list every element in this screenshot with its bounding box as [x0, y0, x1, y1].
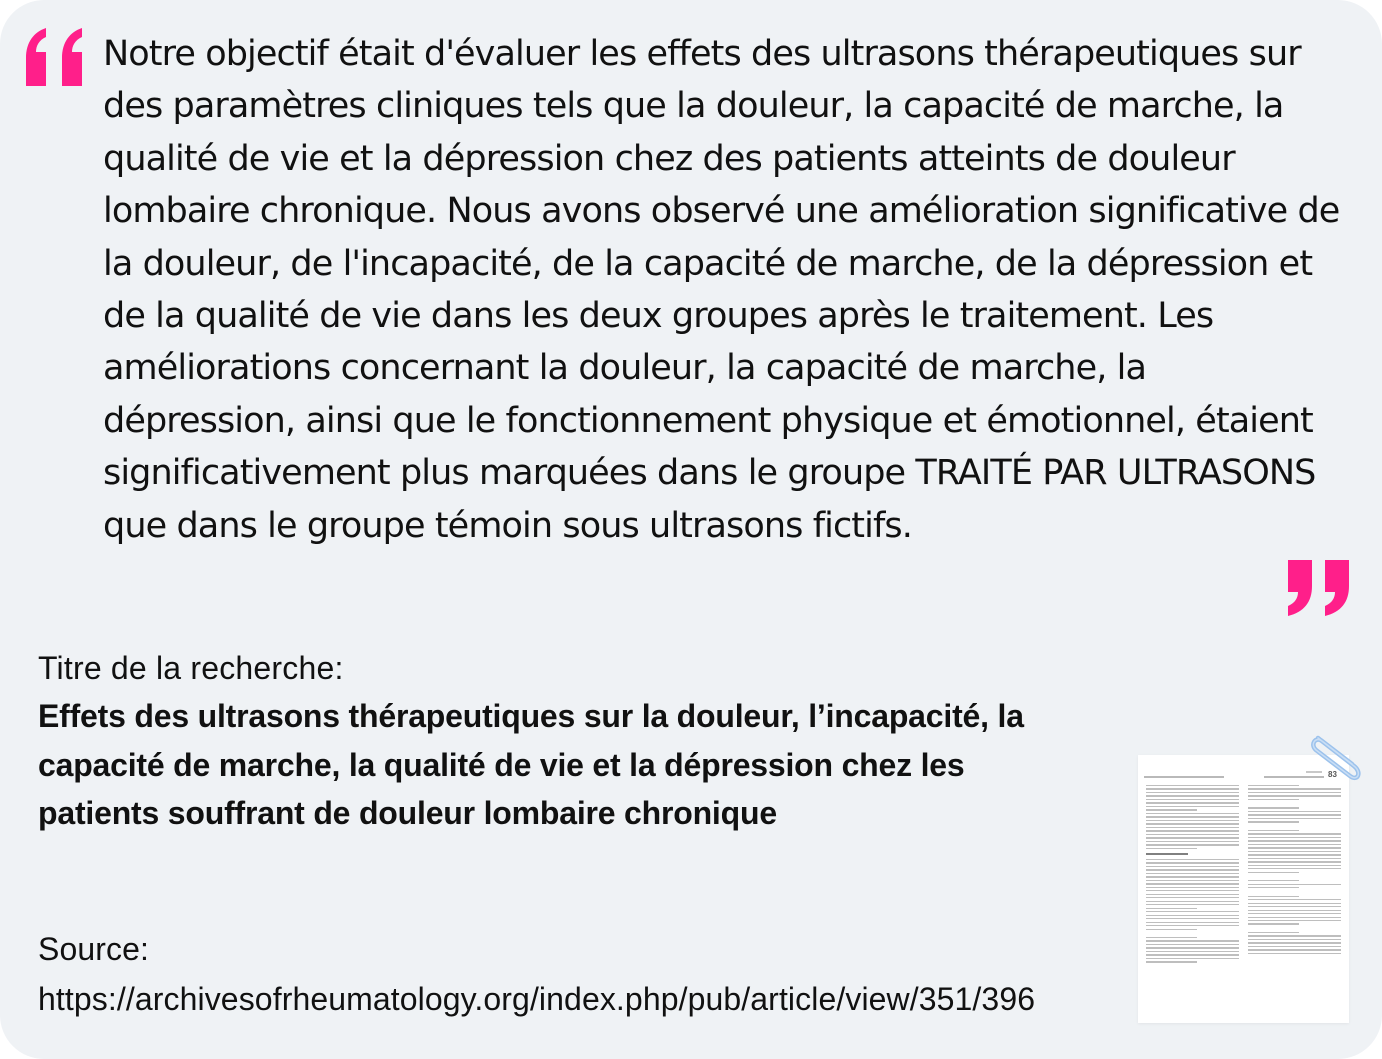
- paperclip-icon: [1308, 730, 1368, 782]
- thumb-header-left: [1144, 776, 1224, 778]
- source-link[interactable]: Source: https://archivesofrheumatology.org/index.php/pub/article/view/351/396: [38, 931, 1036, 1017]
- article-thumbnail[interactable]: [1138, 755, 1349, 1023]
- thumb-column-left: [1146, 785, 1239, 965]
- thumb-page-number: 83: [1328, 770, 1337, 779]
- quote-close-icon: [1288, 560, 1352, 616]
- quote-open-icon: [24, 28, 88, 86]
- thumb-section-heading: [1146, 853, 1188, 855]
- research-title-label: Titre de la recherche:: [38, 650, 344, 686]
- thumb-column-right: [1248, 785, 1341, 956]
- research-title: Effets des ultrasons thérapeutiques sur la douleur, l’incapacité, la capacité de marche, la qualité de vie et la dépression chez les patients souffrant de douleur lombaire chronique: [38, 698, 1024, 832]
- quote-text: Notre objectif était d'évaluer les effets des ultrasons thérapeutiques sur des paramètres cliniques tels que la douleur, la capacité de marche, la qualité de vie et la dépression chez des patients atteints de douleur lombaire chronique. Nous avons observé une amélioration significative de la douleur, de l'incapacité, de la capacité de marche, de la dépression et de la qualité de vie dans les deux groupes après le traitement. Les améliorations concernant la douleur, la capacité de marche, la dépression, ainsi que le fonctionnement physique et émotionnel, étaient significativement plus marquées dans le groupe TRAITÉ PAR ULTRASONS que dans le groupe témoin sous ultrasons fictifs.: [103, 34, 1340, 546]
